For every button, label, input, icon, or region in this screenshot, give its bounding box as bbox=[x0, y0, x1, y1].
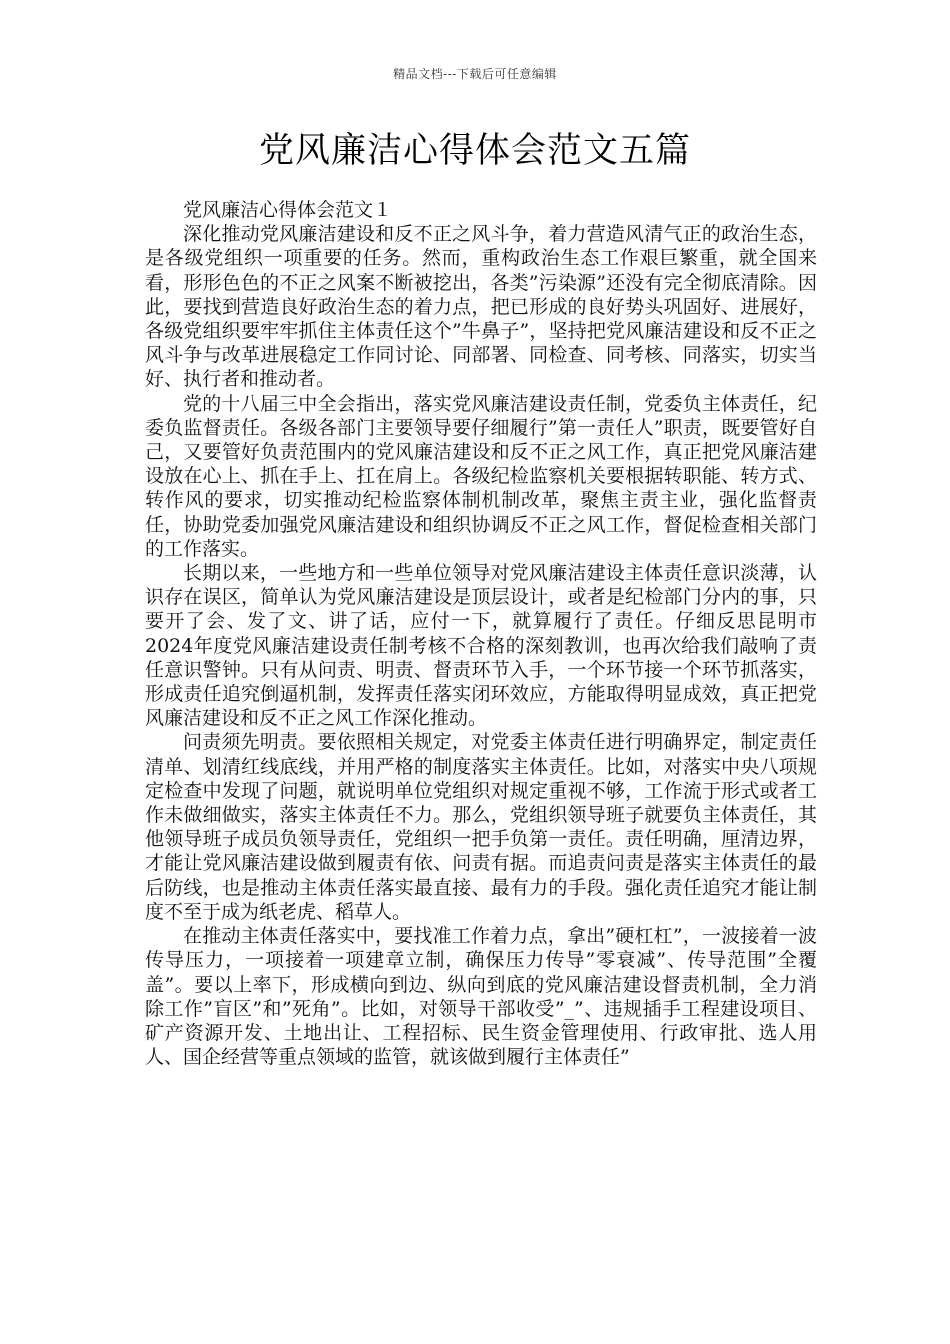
section-subheading: 党风廉洁心得体会范文１ bbox=[183, 199, 393, 221]
document-body bbox=[145, 198, 817, 1069]
header-note: 精品文档---下载后可任意编辑 bbox=[393, 67, 557, 81]
paragraph-5: 在推动主体责任落实中，要找准工作着力点，拿出”硬杠杠”，一波接着一波传导压力，一项接着一项建章立制，确保压力传导”零衰减”、传导范围”全覆盖”。要以上率下，形成横向到边、纵向到底的党风廉洁建设督责机制，全力消除工作”盲区”和”死角”。比如，对领导干部收受”_”、违规插手工程建设项目、矿产资源开发、土地出让、工程招标、民生资金管理使用、行政审批、选人用人、国企经营等重点领域的监管，就该做到履行主体责任” bbox=[145, 925, 817, 1069]
document-title: 党风廉洁心得体会范文五篇 bbox=[258, 131, 691, 171]
paragraph-3: 长期以来，一些地方和一些单位领导对党风廉洁建设主体责任意识淡薄，认识存在误区，简单认为党风廉洁建设是顶层设计，或者是纪检部门分内的事，只要开了会、发了文、讲了话，应付一下，就算履行了责任。仔细反思昆明市2024年度党风廉洁建设责任制考核不合格的深刻教训，也再次给我们敲响了责任意识警钟。只有从问责、明责、督责环节入手，一个环节接一个环节抓落实，形成责任追究倒逼机制，发挥责任落实闭环效应，方能取得明显成效，真正把党风廉洁建设和反不正之风工作深化推动。 bbox=[145, 562, 817, 730]
paragraph-2: 党的十八届三中全会指出，落实党风廉洁建设责任制，党委负主体责任，纪委负监督责任。各级各部门主要领导要仔细履行”第一责任人”职责，既要管好自己，又要管好负责范围内的党风廉洁建设和反不正之风工作，真正把党风廉洁建设放在心上、抓在手上、扛在肩上。各级纪检监察机关要根据转职能、转方式、转作风的要求，切实推动纪检监察体制机制改革，聚焦主责主业，强化监督责任，协助党委加强党风廉洁建设和组织协调反不正之风工作，督促检查相关部门的工作落实。 bbox=[145, 392, 817, 560]
paragraph-1: 深化推动党风廉洁建设和反不正之风斗争，着力营造风清气正的政治生态，是各级党组织一项重要的任务。然而，重构政治生态工作艰巨繁重，就全国来看，形形色色的不正之风案不断被挖出，各类”污染源”还没有完全彻底清除。因此，要找到营造良好政治生态的着力点，把已形成的良好势头巩固好、进展好，各级党组织要牢牢抓住主体责任这个”牛鼻子”，坚持把党风廉洁建设和反不正之风斗争与改革进展稳定工作同讨论、同部署、同检查、同考核、同落实，切实当好、执行者和推动者。 bbox=[145, 223, 817, 391]
paragraph-4: 问责须先明责。要依照相关规定，对党委主体责任进行明确界定，制定责任清单、划清红线底线，并用严格的制度落实主体责任。比如，对落实中央八项规定检查中发现了问题，就说明单位党组织对规定重视不够，工作流于形式或者工作未做细做实，落实主体责任不力。那么，党组织领导班子就要负主体责任，其他领导班子成员负领导责任，党组织一把手负第一责任。责任明确，厘清边界，才能让党风廉洁建设做到履责有依、问责有据。而追责问责是落实主体责任的最后防线，也是推动主体责任落实最直接、最有力的手段。强化责任追究才能让制度不至于成为纸老虎、稻草人。 bbox=[145, 731, 817, 923]
